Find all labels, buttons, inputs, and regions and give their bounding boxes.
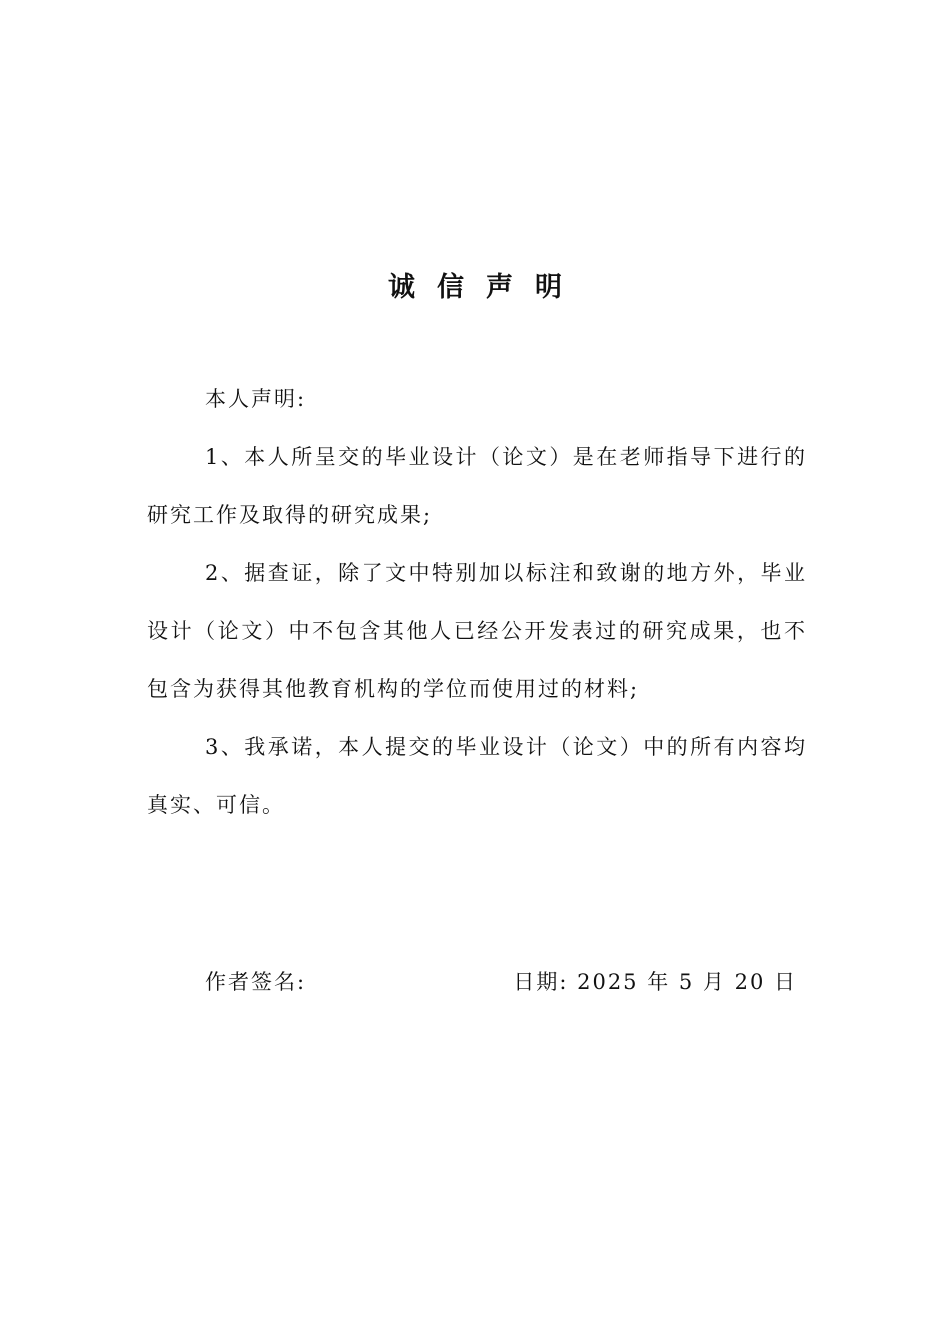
date-label: 日期: 2025 年 5 月 20 日	[513, 970, 797, 994]
declaration-item-1: 1、本人所呈交的毕业设计（论文）是在老师指导下进行的研究工作及取得的研究成果;	[147, 445, 807, 527]
declaration-item-3: 3、我承诺，本人提交的毕业设计（论文）中的所有内容均真实、可信。	[147, 735, 807, 817]
intro-paragraph: 本人声明:	[205, 387, 307, 411]
declaration-item-2: 2、据查证，除了文中特别加以标注和致谢的地方外，毕业设计（论文）中不包含其他人已经公开发表过的研究成果，也不包含为获得其他教育机构的学位而使用过的材料;	[147, 561, 807, 701]
page-title: 诚信声明	[388, 272, 584, 303]
author-signature-label: 作者签名:	[205, 970, 307, 994]
declaration-body	[147, 370, 807, 834]
